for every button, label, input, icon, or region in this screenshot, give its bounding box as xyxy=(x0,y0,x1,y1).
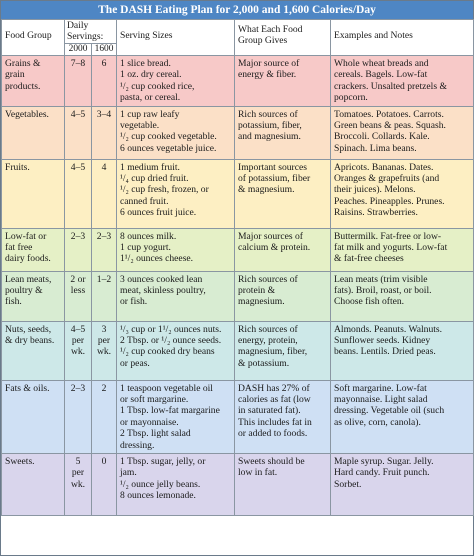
servings-1600-cell: 1–2 xyxy=(92,271,117,321)
serving-sizes-cell: 1 teaspoon vegetable oil or soft margarine. 1 Tbsp. low-fat margarine or mayonnaise. 2 Tbsp. light salad dressing. xyxy=(117,380,235,453)
what-gives-cell: Sweets should be low in fat. xyxy=(235,454,331,516)
header-serving-sizes: Serving Sizes xyxy=(117,20,235,56)
table-title: The DASH Eating Plan for 2,000 and 1,600 Calories/Day xyxy=(1,1,473,19)
examples-cell: Buttermilk. Fat-free or low- fat milk and yogurts. Low-fat & fat-free cheeses xyxy=(331,228,474,271)
food-group-cell: Sweets. xyxy=(2,454,65,516)
food-group-cell: Lean meats, poultry & fish. xyxy=(2,271,65,321)
examples-cell: Tomatoes. Potatoes. Carrots. Green beans & peas. Squash. Broccoli. Collards. Kale. Spinach. Lima beans. xyxy=(331,106,474,159)
serving-sizes-cell: 1 cup raw leafy vegetable. ¹/₂ cup cooked vegetable. 6 ounces vegetable juice. xyxy=(117,106,235,159)
table-row xyxy=(2,321,474,380)
header-what-gives: What Each Food Group Gives xyxy=(235,20,331,56)
servings-2000-cell: 4–5 per wk. xyxy=(65,321,92,380)
what-gives-cell: Major source of energy & fiber. xyxy=(235,56,331,107)
servings-1600-cell: 4 xyxy=(92,159,117,228)
food-group-cell: Low-fat or fat free dairy foods. xyxy=(2,228,65,271)
what-gives-cell: Important sources of potassium, fiber & magnesium. xyxy=(235,159,331,228)
examples-cell: Maple syrup. Sugar. Jelly. Hard candy. Fruit punch. Sorbet. xyxy=(331,454,474,516)
table-row xyxy=(2,159,474,228)
table-row xyxy=(2,271,474,321)
table-row xyxy=(2,56,474,107)
serving-sizes-cell: 3 ounces cooked lean meat, skinless poultry, or fish. xyxy=(117,271,235,321)
what-gives-cell: Rich sources of potassium, fiber, and magnesium. xyxy=(235,106,331,159)
food-group-cell: Nuts, seeds, & dry beans. xyxy=(2,321,65,380)
food-group-cell: Fats & oils. xyxy=(2,380,65,453)
examples-cell: Whole wheat breads and cereals. Bagels. Low-fat crackers. Unsalted pretzels & popcorn. xyxy=(331,56,474,107)
servings-1600-cell: 3 per wk. xyxy=(92,321,117,380)
serving-sizes-cell: 1 medium fruit. ¹/₄ cup dried fruit. ¹/₂ cup fresh, frozen, or canned fruit. 6 ounces fruit juice. xyxy=(117,159,235,228)
what-gives-cell: Major sources of calcium & protein. xyxy=(235,228,331,271)
servings-2000-cell: 2–3 xyxy=(65,228,92,271)
table-row xyxy=(2,106,474,159)
servings-2000-cell: 2 or less xyxy=(65,271,92,321)
food-group-cell: Vegetables. xyxy=(2,106,65,159)
table-row xyxy=(2,454,474,516)
servings-1600-cell: 2–3 xyxy=(92,228,117,271)
examples-cell: Soft margarine. Low-fat mayonnaise. Light salad dressing. Vegetable oil (such as olive, corn, canola). xyxy=(331,380,474,453)
examples-cell: Lean meats (trim visible fats). Broil, roast, or boil. Choose fish often. xyxy=(331,271,474,321)
examples-cell: Almonds. Peanuts. Walnuts. Sunflower seeds. Kidney beans. Lentils. Dried peas. xyxy=(331,321,474,380)
header-1600: 1600 xyxy=(92,44,117,56)
servings-1600-cell: 2 xyxy=(92,380,117,453)
table-row xyxy=(2,380,474,453)
table-row xyxy=(2,228,474,271)
servings-2000-cell: 4–5 xyxy=(65,159,92,228)
servings-2000-cell: 5 per wk. xyxy=(65,454,92,516)
what-gives-cell: Rich sources of protein & magnesium. xyxy=(235,271,331,321)
servings-2000-cell: 2–3 xyxy=(65,380,92,453)
food-group-cell: Fruits. xyxy=(2,159,65,228)
examples-cell: Apricots. Bananas. Dates. Oranges & grapefruits (and their juices). Melons. Peaches. Pineapples. Prunes. Raisins. Strawberries. xyxy=(331,159,474,228)
serving-sizes-cell: 1 Tbsp. sugar, jelly, or jam. ¹/₂ ounce jelly beans. 8 ounces lemonade. xyxy=(117,454,235,516)
header-examples: Examples and Notes xyxy=(331,20,474,56)
servings-2000-cell: 4–5 xyxy=(65,106,92,159)
serving-sizes-cell: ¹/₃ cup or 1¹/₂ ounces nuts. 2 Tbsp. or ¹/₂ ounce seeds. ¹/₂ cup cooked dry beans or peas. xyxy=(117,321,235,380)
serving-sizes-cell: 1 slice bread. 1 oz. dry cereal. ¹/₂ cup cooked rice, pasta, or cereal. xyxy=(117,56,235,107)
servings-2000-cell: 7–8 xyxy=(65,56,92,107)
header-2000: 2000 xyxy=(65,44,92,56)
dash-table xyxy=(1,19,474,516)
what-gives-cell: Rich sources of energy, protein, magnesium, fiber, & potassium. xyxy=(235,321,331,380)
food-group-cell: Grains & grain products. xyxy=(2,56,65,107)
servings-1600-cell: 0 xyxy=(92,454,117,516)
servings-1600-cell: 6 xyxy=(92,56,117,107)
header-daily-servings: Daily Servings: xyxy=(65,20,117,44)
serving-sizes-cell: 8 ounces milk. 1 cup yogurt. 1¹/₂ ounces cheese. xyxy=(117,228,235,271)
servings-1600-cell: 3–4 xyxy=(92,106,117,159)
header-food-group: Food Group xyxy=(2,20,65,56)
what-gives-cell: DASH has 27% of calories as fat (low in saturated fat). This includes fat in or added to foods. xyxy=(235,380,331,453)
